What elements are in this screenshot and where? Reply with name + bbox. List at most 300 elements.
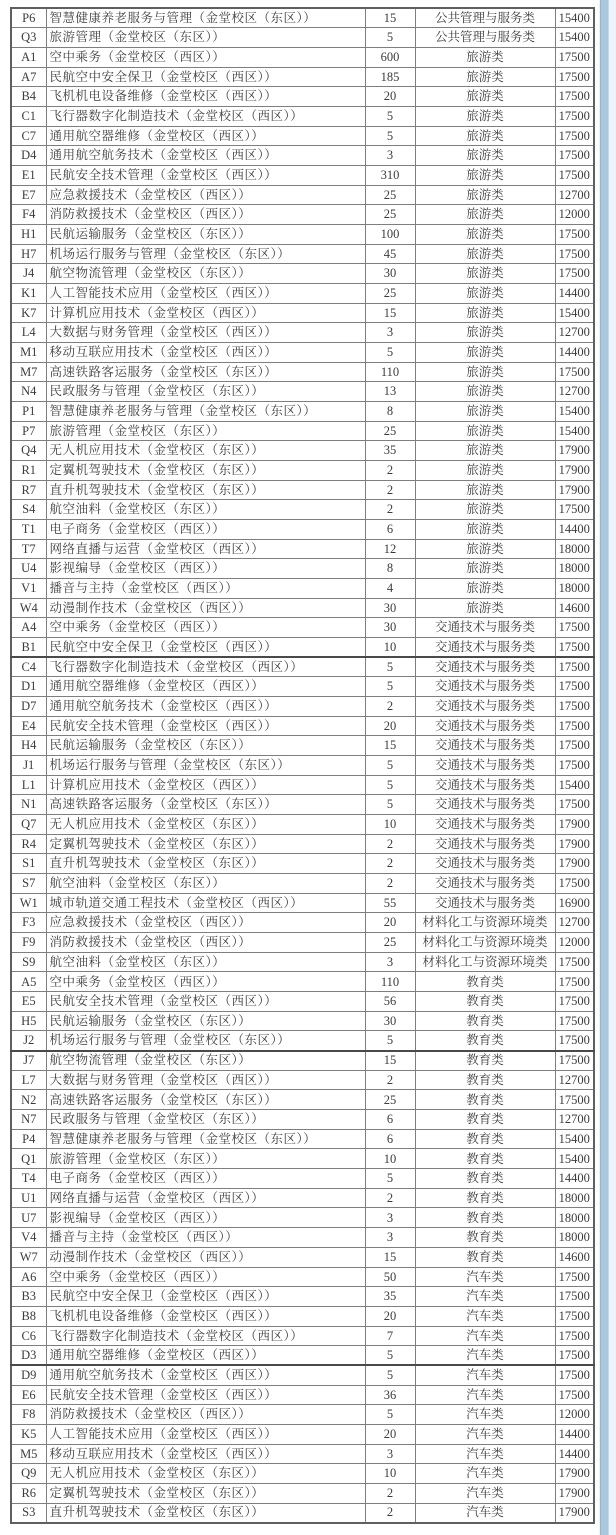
code-cell: A1 — [11, 47, 46, 67]
major-cell: 飞行器数字化制造技术（金堂校区（西区）） — [46, 1326, 365, 1346]
code-cell: L4 — [11, 323, 46, 343]
code-cell: K7 — [11, 303, 46, 323]
tuition-cell: 14400 — [555, 1444, 594, 1464]
tuition-cell: 18000 — [555, 1208, 594, 1228]
count-cell: 35 — [365, 441, 415, 461]
tuition-cell: 17500 — [555, 1365, 594, 1385]
tuition-cell: 17500 — [555, 952, 594, 972]
count-cell: 7 — [365, 1326, 415, 1346]
count-cell: 36 — [365, 1385, 415, 1405]
table-row — [11, 1090, 594, 1110]
table-row — [11, 992, 594, 1012]
table-row — [11, 205, 594, 225]
code-cell: B3 — [11, 1287, 46, 1307]
category-cell: 旅游类 — [415, 106, 555, 126]
count-cell: 2 — [365, 874, 415, 894]
major-cell: 应急救援技术（金堂校区（西区）） — [46, 913, 365, 933]
tuition-cell: 17500 — [555, 1031, 594, 1051]
tuition-cell: 12700 — [555, 1070, 594, 1090]
table-row — [11, 1110, 594, 1130]
table-row — [11, 264, 594, 284]
category-cell: 材料化工与资源环境类 — [415, 952, 555, 972]
category-cell: 交通技术与服务类 — [415, 854, 555, 874]
tuition-cell: 14600 — [555, 1247, 594, 1267]
code-cell: M5 — [11, 1444, 46, 1464]
major-cell: 计算机应用技术（金堂校区（西区）） — [46, 775, 365, 795]
tuition-cell: 17500 — [555, 500, 594, 520]
code-cell: H7 — [11, 244, 46, 264]
code-cell: B4 — [11, 87, 46, 107]
code-cell: D9 — [11, 1365, 46, 1385]
category-cell: 旅游类 — [415, 87, 555, 107]
major-cell: 空中乘务（金堂校区（西区）） — [46, 972, 365, 992]
major-cell: 动漫制作技术（金堂校区（西区）） — [46, 598, 365, 618]
count-cell: 10 — [365, 1464, 415, 1484]
major-cell: 无人机应用技术（金堂校区（东区）） — [46, 1464, 365, 1484]
tuition-cell: 18000 — [555, 1188, 594, 1208]
code-cell: P4 — [11, 1129, 46, 1149]
count-cell: 6 — [365, 1129, 415, 1149]
tuition-cell: 12000 — [555, 205, 594, 225]
category-cell: 交通技术与服务类 — [415, 834, 555, 854]
category-cell: 旅游类 — [415, 342, 555, 362]
major-cell: 影视编导（金堂校区（西区）） — [46, 1208, 365, 1228]
category-cell: 汽车类 — [415, 1287, 555, 1307]
tuition-cell: 17500 — [555, 756, 594, 776]
tuition-cell: 17500 — [555, 972, 594, 992]
tuition-cell: 17500 — [555, 1306, 594, 1326]
tuition-cell: 15400 — [555, 1149, 594, 1169]
code-cell: J1 — [11, 756, 46, 776]
major-cell: 航空物流管理（金堂校区（东区）） — [46, 1051, 365, 1071]
table-row — [11, 854, 594, 874]
table-row — [11, 1208, 594, 1228]
table-row — [11, 1070, 594, 1090]
table-row — [11, 618, 594, 638]
tuition-cell: 14400 — [555, 519, 594, 539]
major-cell: 飞行器数字化制造技术（金堂校区（西区）） — [46, 657, 365, 677]
count-cell: 5 — [365, 106, 415, 126]
category-cell: 交通技术与服务类 — [415, 775, 555, 795]
scrollbar-thumb[interactable] — [600, 0, 609, 1535]
code-cell: R4 — [11, 834, 46, 854]
count-cell: 5 — [365, 657, 415, 677]
table-row — [11, 421, 594, 441]
tuition-cell: 17500 — [555, 638, 594, 658]
count-cell: 5 — [365, 1031, 415, 1051]
code-cell: F9 — [11, 933, 46, 953]
category-cell: 交通技术与服务类 — [415, 756, 555, 776]
category-cell: 交通技术与服务类 — [415, 815, 555, 835]
count-cell: 30 — [365, 264, 415, 284]
code-cell: M7 — [11, 362, 46, 382]
code-cell: T1 — [11, 519, 46, 539]
major-cell: 直升机驾驶技术（金堂校区（东区）） — [46, 854, 365, 874]
table-row — [11, 1169, 594, 1189]
category-cell: 汽车类 — [415, 1503, 555, 1523]
tuition-cell: 16900 — [555, 893, 594, 913]
category-cell: 教育类 — [415, 1208, 555, 1228]
tuition-cell: 12700 — [555, 382, 594, 402]
count-cell: 6 — [365, 519, 415, 539]
major-cell: 大数据与财务管理（金堂校区（西区）） — [46, 323, 365, 343]
table-row — [11, 697, 594, 717]
category-cell: 交通技术与服务类 — [415, 893, 555, 913]
category-cell: 公共管理与服务类 — [415, 8, 555, 28]
tuition-cell: 15400 — [555, 303, 594, 323]
major-cell: 消防救援技术（金堂校区（西区）） — [46, 1405, 365, 1425]
count-cell: 15 — [365, 303, 415, 323]
tuition-cell: 17500 — [555, 165, 594, 185]
major-cell: 民航运输服务（金堂校区（东区）） — [46, 736, 365, 756]
category-cell: 旅游类 — [415, 244, 555, 264]
count-cell: 3 — [365, 1208, 415, 1228]
code-cell: L7 — [11, 1070, 46, 1090]
major-cell: 智慧健康养老服务与管理（金堂校区（东区）） — [46, 401, 365, 421]
table-row — [11, 972, 594, 992]
scrollbar-track[interactable] — [599, 0, 616, 1535]
table-row — [11, 1051, 594, 1071]
count-cell: 110 — [365, 362, 415, 382]
category-cell: 教育类 — [415, 1051, 555, 1071]
tuition-cell: 15400 — [555, 8, 594, 28]
count-cell: 55 — [365, 893, 415, 913]
count-cell: 56 — [365, 992, 415, 1012]
count-cell: 2 — [365, 1503, 415, 1523]
tuition-cell: 18000 — [555, 578, 594, 598]
major-cell: 无人机应用技术（金堂校区（东区）） — [46, 441, 365, 461]
category-cell: 教育类 — [415, 992, 555, 1012]
count-cell: 3 — [365, 146, 415, 166]
count-cell: 3 — [365, 1228, 415, 1248]
count-cell: 25 — [365, 933, 415, 953]
code-cell: T7 — [11, 539, 46, 559]
count-cell: 2 — [365, 834, 415, 854]
count-cell: 25 — [365, 283, 415, 303]
category-cell: 教育类 — [415, 1188, 555, 1208]
category-cell: 教育类 — [415, 1031, 555, 1051]
major-cell: 民航运输服务（金堂校区（东区）） — [46, 224, 365, 244]
category-cell: 教育类 — [415, 1090, 555, 1110]
tuition-cell: 18000 — [555, 539, 594, 559]
table-row — [11, 382, 594, 402]
major-cell: 移动互联应用技术（金堂校区（西区）） — [46, 1444, 365, 1464]
code-cell: T4 — [11, 1169, 46, 1189]
table-row — [11, 1405, 594, 1425]
count-cell: 5 — [365, 756, 415, 776]
major-cell: 影视编导（金堂校区（西区）） — [46, 559, 365, 579]
code-cell: A4 — [11, 618, 46, 638]
tuition-cell: 17500 — [555, 224, 594, 244]
major-cell: 计算机应用技术（金堂校区（西区）） — [46, 303, 365, 323]
major-cell: 城市轨道交通工程技术（金堂校区（西区）） — [46, 893, 365, 913]
category-cell: 教育类 — [415, 1070, 555, 1090]
code-cell: S9 — [11, 952, 46, 972]
major-cell: 电子商务（金堂校区（西区）） — [46, 519, 365, 539]
major-cell: 动漫制作技术（金堂校区（西区）） — [46, 1247, 365, 1267]
category-cell: 旅游类 — [415, 146, 555, 166]
table-row — [11, 401, 594, 421]
table-row — [11, 460, 594, 480]
table-row — [11, 28, 594, 48]
count-cell: 25 — [365, 205, 415, 225]
category-cell: 汽车类 — [415, 1464, 555, 1484]
code-cell: E1 — [11, 165, 46, 185]
count-cell: 20 — [365, 913, 415, 933]
table-row — [11, 952, 594, 972]
major-cell: 播音与主持（金堂校区（西区）） — [46, 578, 365, 598]
category-cell: 旅游类 — [415, 598, 555, 618]
code-cell: P1 — [11, 401, 46, 421]
category-cell: 交通技术与服务类 — [415, 618, 555, 638]
table-row — [11, 1247, 594, 1267]
major-cell: 民航空中安全保卫（金堂校区（西区）） — [46, 1287, 365, 1307]
major-cell: 航空物流管理（金堂校区（东区）） — [46, 264, 365, 284]
major-cell: 智慧健康养老服务与管理（金堂校区（东区）） — [46, 8, 365, 28]
table-row — [11, 834, 594, 854]
count-cell: 20 — [365, 716, 415, 736]
count-cell: 2 — [365, 460, 415, 480]
table-row — [11, 362, 594, 382]
code-cell: Q3 — [11, 28, 46, 48]
major-cell: 高速铁路客运服务（金堂校区（东区）） — [46, 362, 365, 382]
category-cell: 汽车类 — [415, 1346, 555, 1366]
tuition-cell: 17500 — [555, 1385, 594, 1405]
table-row — [11, 1503, 594, 1523]
category-cell: 汽车类 — [415, 1306, 555, 1326]
table-row — [11, 1385, 594, 1405]
code-cell: N4 — [11, 382, 46, 402]
count-cell: 30 — [365, 618, 415, 638]
code-cell: C1 — [11, 106, 46, 126]
major-cell: 民政服务与管理（金堂校区（东区）） — [46, 1110, 365, 1130]
category-cell: 交通技术与服务类 — [415, 795, 555, 815]
category-cell: 汽车类 — [415, 1444, 555, 1464]
major-cell: 智慧健康养老服务与管理（金堂校区（东区）） — [46, 1129, 365, 1149]
tuition-cell: 17900 — [555, 815, 594, 835]
count-cell: 13 — [365, 382, 415, 402]
code-cell: W4 — [11, 598, 46, 618]
major-cell: 民航安全技术管理（金堂校区（西区）） — [46, 992, 365, 1012]
table-row — [11, 1464, 594, 1484]
table-row — [11, 677, 594, 697]
count-cell: 12 — [365, 539, 415, 559]
category-cell: 旅游类 — [415, 480, 555, 500]
tuition-cell: 17500 — [555, 67, 594, 87]
code-cell: E6 — [11, 1385, 46, 1405]
major-cell: 通用航空航务技术（金堂校区（西区）） — [46, 1365, 365, 1385]
code-cell: S7 — [11, 874, 46, 894]
category-cell: 教育类 — [415, 1247, 555, 1267]
tuition-cell: 18000 — [555, 559, 594, 579]
tuition-cell: 15400 — [555, 401, 594, 421]
tuition-cell: 17500 — [555, 244, 594, 264]
count-cell: 20 — [365, 1306, 415, 1326]
tuition-cell: 17500 — [555, 106, 594, 126]
table-row — [11, 1188, 594, 1208]
table-row — [11, 638, 594, 658]
category-cell: 教育类 — [415, 1011, 555, 1031]
major-cell: 通用航空器维修（金堂校区（西区）） — [46, 677, 365, 697]
code-cell: P6 — [11, 8, 46, 28]
count-cell: 30 — [365, 598, 415, 618]
table-row — [11, 578, 594, 598]
major-cell: 民航空中安全保卫（金堂校区（西区）） — [46, 638, 365, 658]
category-cell: 汽车类 — [415, 1424, 555, 1444]
table-row — [11, 1365, 594, 1385]
category-cell: 汽车类 — [415, 1365, 555, 1385]
major-cell: 民政服务与管理（金堂校区（东区）） — [46, 382, 365, 402]
code-cell: U7 — [11, 1208, 46, 1228]
tuition-cell: 17900 — [555, 854, 594, 874]
code-cell: N7 — [11, 1110, 46, 1130]
code-cell: D7 — [11, 697, 46, 717]
code-cell: W1 — [11, 893, 46, 913]
count-cell: 5 — [365, 775, 415, 795]
code-cell: J2 — [11, 1031, 46, 1051]
tuition-cell: 17900 — [555, 1483, 594, 1503]
code-cell: E4 — [11, 716, 46, 736]
major-cell: 空中乘务（金堂校区（西区）） — [46, 1267, 365, 1287]
table-row — [11, 539, 594, 559]
category-cell: 教育类 — [415, 1129, 555, 1149]
table-row — [11, 8, 594, 28]
category-cell: 交通技术与服务类 — [415, 677, 555, 697]
table-row — [11, 106, 594, 126]
tuition-cell: 17500 — [555, 362, 594, 382]
enrollment-table — [10, 7, 595, 1524]
code-cell: F4 — [11, 205, 46, 225]
code-cell: R7 — [11, 480, 46, 500]
code-cell: V1 — [11, 578, 46, 598]
count-cell: 25 — [365, 421, 415, 441]
table-row — [11, 657, 594, 677]
count-cell: 4 — [365, 578, 415, 598]
tuition-cell: 15400 — [555, 28, 594, 48]
count-cell: 5 — [365, 28, 415, 48]
code-cell: M1 — [11, 342, 46, 362]
tuition-cell: 17500 — [555, 1051, 594, 1071]
table-row — [11, 559, 594, 579]
count-cell: 5 — [365, 1405, 415, 1425]
category-cell: 旅游类 — [415, 421, 555, 441]
tuition-cell: 17900 — [555, 460, 594, 480]
count-cell: 3 — [365, 1444, 415, 1464]
table-row — [11, 893, 594, 913]
count-cell: 2 — [365, 854, 415, 874]
category-cell: 交通技术与服务类 — [415, 874, 555, 894]
tuition-cell: 17500 — [555, 992, 594, 1012]
count-cell: 45 — [365, 244, 415, 264]
major-cell: 定翼机驾驶技术（金堂校区（东区）） — [46, 460, 365, 480]
category-cell: 交通技术与服务类 — [415, 736, 555, 756]
table-row — [11, 47, 594, 67]
tuition-cell: 17500 — [555, 874, 594, 894]
table-row — [11, 126, 594, 146]
code-cell: N1 — [11, 795, 46, 815]
count-cell: 8 — [365, 401, 415, 421]
count-cell: 2 — [365, 1483, 415, 1503]
tuition-cell: 17500 — [555, 1346, 594, 1366]
major-cell: 空中乘务（金堂校区（西区）） — [46, 618, 365, 638]
count-cell: 10 — [365, 1149, 415, 1169]
table-row — [11, 1287, 594, 1307]
category-cell: 旅游类 — [415, 500, 555, 520]
table-row — [11, 1149, 594, 1169]
code-cell: H5 — [11, 1011, 46, 1031]
code-cell: Q1 — [11, 1149, 46, 1169]
table-row — [11, 1444, 594, 1464]
category-cell: 交通技术与服务类 — [415, 716, 555, 736]
table-row — [11, 756, 594, 776]
category-cell: 汽车类 — [415, 1483, 555, 1503]
category-cell: 教育类 — [415, 1228, 555, 1248]
count-cell: 110 — [365, 972, 415, 992]
code-cell: S3 — [11, 1503, 46, 1523]
tuition-cell: 17900 — [555, 441, 594, 461]
code-cell: A5 — [11, 972, 46, 992]
major-cell: 旅游管理（金堂校区（东区）） — [46, 28, 365, 48]
count-cell: 2 — [365, 480, 415, 500]
table-row — [11, 480, 594, 500]
table-row — [11, 441, 594, 461]
count-cell: 100 — [365, 224, 415, 244]
code-cell: S1 — [11, 854, 46, 874]
table-row — [11, 1424, 594, 1444]
tuition-cell: 14400 — [555, 1169, 594, 1189]
table-row — [11, 165, 594, 185]
category-cell: 旅游类 — [415, 224, 555, 244]
major-cell: 定翼机驾驶技术（金堂校区（东区）） — [46, 834, 365, 854]
code-cell: B8 — [11, 1306, 46, 1326]
major-cell: 民航运输服务（金堂校区（东区）） — [46, 1011, 365, 1031]
tuition-cell: 15400 — [555, 421, 594, 441]
tuition-cell: 12700 — [555, 323, 594, 343]
count-cell: 35 — [365, 1287, 415, 1307]
table-row — [11, 1011, 594, 1031]
tuition-cell: 14400 — [555, 342, 594, 362]
count-cell: 5 — [365, 126, 415, 146]
table-row — [11, 519, 594, 539]
table-row — [11, 244, 594, 264]
count-cell: 5 — [365, 1346, 415, 1366]
category-cell: 旅游类 — [415, 323, 555, 343]
table-row — [11, 146, 594, 166]
code-cell: F8 — [11, 1405, 46, 1425]
major-cell: 旅游管理（金堂校区（东区）） — [46, 1149, 365, 1169]
tuition-cell: 17500 — [555, 736, 594, 756]
table-row — [11, 1326, 594, 1346]
tuition-cell: 17500 — [555, 126, 594, 146]
table-row — [11, 185, 594, 205]
category-cell: 交通技术与服务类 — [415, 638, 555, 658]
major-cell: 民航安全技术管理（金堂校区（西区）） — [46, 1385, 365, 1405]
category-cell: 交通技术与服务类 — [415, 657, 555, 677]
code-cell: L1 — [11, 775, 46, 795]
code-cell: U4 — [11, 559, 46, 579]
tuition-cell: 12700 — [555, 185, 594, 205]
table-row — [11, 1228, 594, 1248]
table-row — [11, 598, 594, 618]
code-cell: Q9 — [11, 1464, 46, 1484]
tuition-cell: 17500 — [555, 1090, 594, 1110]
category-cell: 旅游类 — [415, 382, 555, 402]
code-cell: V4 — [11, 1228, 46, 1248]
table-row — [11, 1483, 594, 1503]
tuition-cell: 17500 — [555, 697, 594, 717]
tuition-cell: 18000 — [555, 1228, 594, 1248]
count-cell: 25 — [365, 185, 415, 205]
